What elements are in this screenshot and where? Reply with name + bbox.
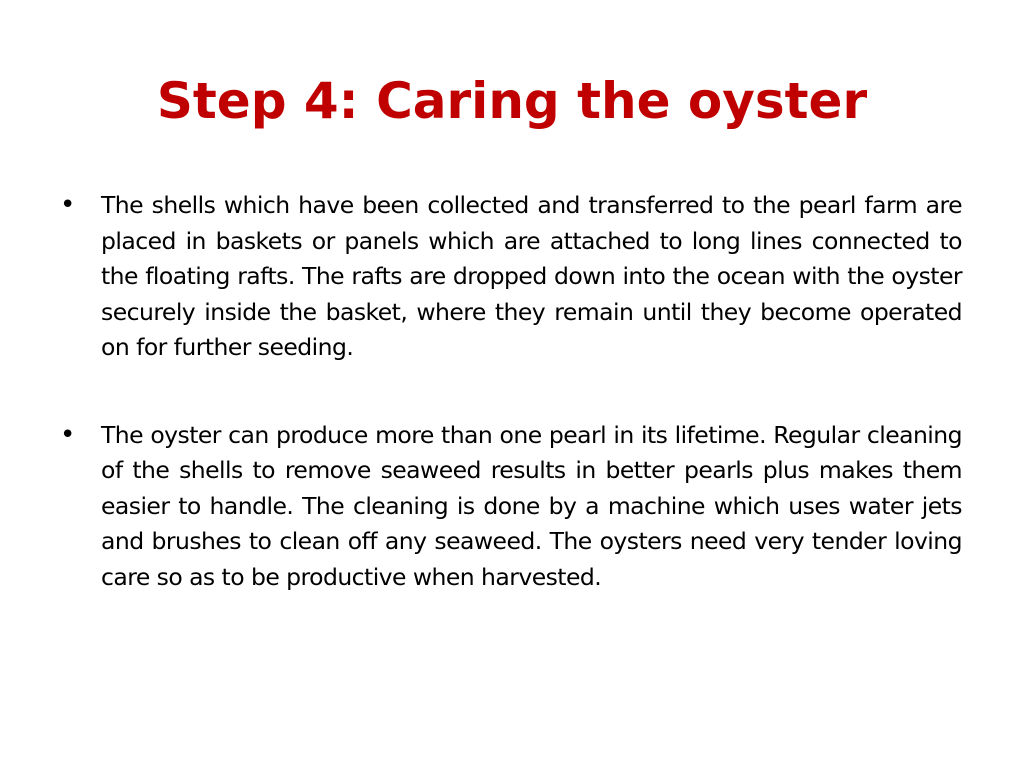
bullet-dot-icon: • <box>60 419 76 450</box>
bullet-item <box>60 188 962 366</box>
bullet-text: The shells which have been collected and transferred to the pearl farm are placed in baskets or panels which are attached to long lines connected to the floating rafts. The rafts are dropped down into the ocean with the oyster securely inside the basket, where they remain until they become operated on for further seeding. <box>101 191 962 361</box>
bullet-item <box>60 418 962 596</box>
bullet-dot-icon: • <box>60 190 76 220</box>
slide-title: Step 4: Caring the oyster <box>156 72 868 130</box>
bullet-list <box>60 188 962 647</box>
bullet-text: The oyster can produce more than one pearl in its lifetime. Regular cleaning of the shells to remove seaweed results in better pearls plus makes them easier to handle. The cleaning is done by a machine which uses water jets and brushes to clean off any seaweed. The oysters need very tender loving care so as to be productive when harvested. <box>101 420 962 591</box>
